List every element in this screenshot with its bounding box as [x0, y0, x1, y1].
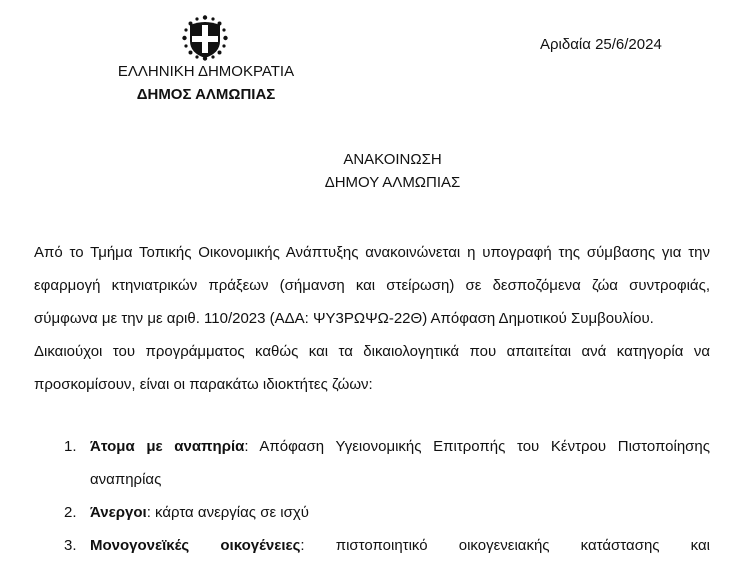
requirements-list [34, 430, 710, 562]
greek-state-emblem-icon [180, 13, 230, 63]
list-item [34, 496, 710, 529]
list-text: : κάρτα ανεργίας σε ισχύ [146, 504, 309, 521]
list-label: Άτομα με αναπηρία [90, 438, 245, 455]
header-country: ΕΛΛΗΝΙΚΗ ΔΗΜΟΚΡΑΤΙΑ [117, 63, 295, 80]
announcement-body [34, 236, 710, 401]
list-number: 3. [64, 537, 77, 554]
header-municipality: ΔΗΜΟΣ ΑΛΜΩΠΙΑΣ [136, 86, 276, 103]
announcement-subtitle: ΔΗΜΟΥ ΑΛΜΩΠΙΑΣ [324, 174, 461, 191]
list-text: : Απόφαση Υγειονομικής Επιτροπής του Κέντρου Πιστοποίησης αναπηρίας [90, 438, 710, 488]
document-date: Αριδαία 25/6/2024 [540, 36, 662, 53]
list-number: 1. [64, 438, 77, 455]
list-label: Άνεργοι [90, 504, 147, 521]
paragraph-beneficiaries: Δικαιούχοι του προγράμματος καθώς και τα δικαιολογητικά που απαιτείται ανά κατηγορία να προσκομίσουν, είναι οι παρακάτω ιδιοκτήτες ζώων: [34, 343, 710, 393]
announcement-title: ΑΝΑΚΟΙΝΩΣΗ [343, 151, 442, 168]
list-label: Μονογονεϊκές οικογένειες [90, 537, 301, 554]
list-text: : πιστοποιητικό οικογενειακής κατάστασης και [300, 537, 710, 554]
list-item [34, 529, 710, 562]
paragraph-intro: Από το Τμήμα Τοπικής Οικονομικής Ανάπτυξης ανακοινώνεται η υπογραφή της σύμβασης για την εφαρμογή κτηνιατρικών πράξεων (σήμανση και στείρωση) σε δεσποζόμενα ζώα συντροφιάς, σύμφωνα με την με αριθ. 110/2023 (ΑΔΑ: ΨΥ3ΡΩΨΩ-22Θ) Απόφαση Δημοτικού Συμβουλίου. [34, 244, 710, 327]
list-item [34, 430, 710, 496]
list-number: 2. [64, 504, 77, 521]
